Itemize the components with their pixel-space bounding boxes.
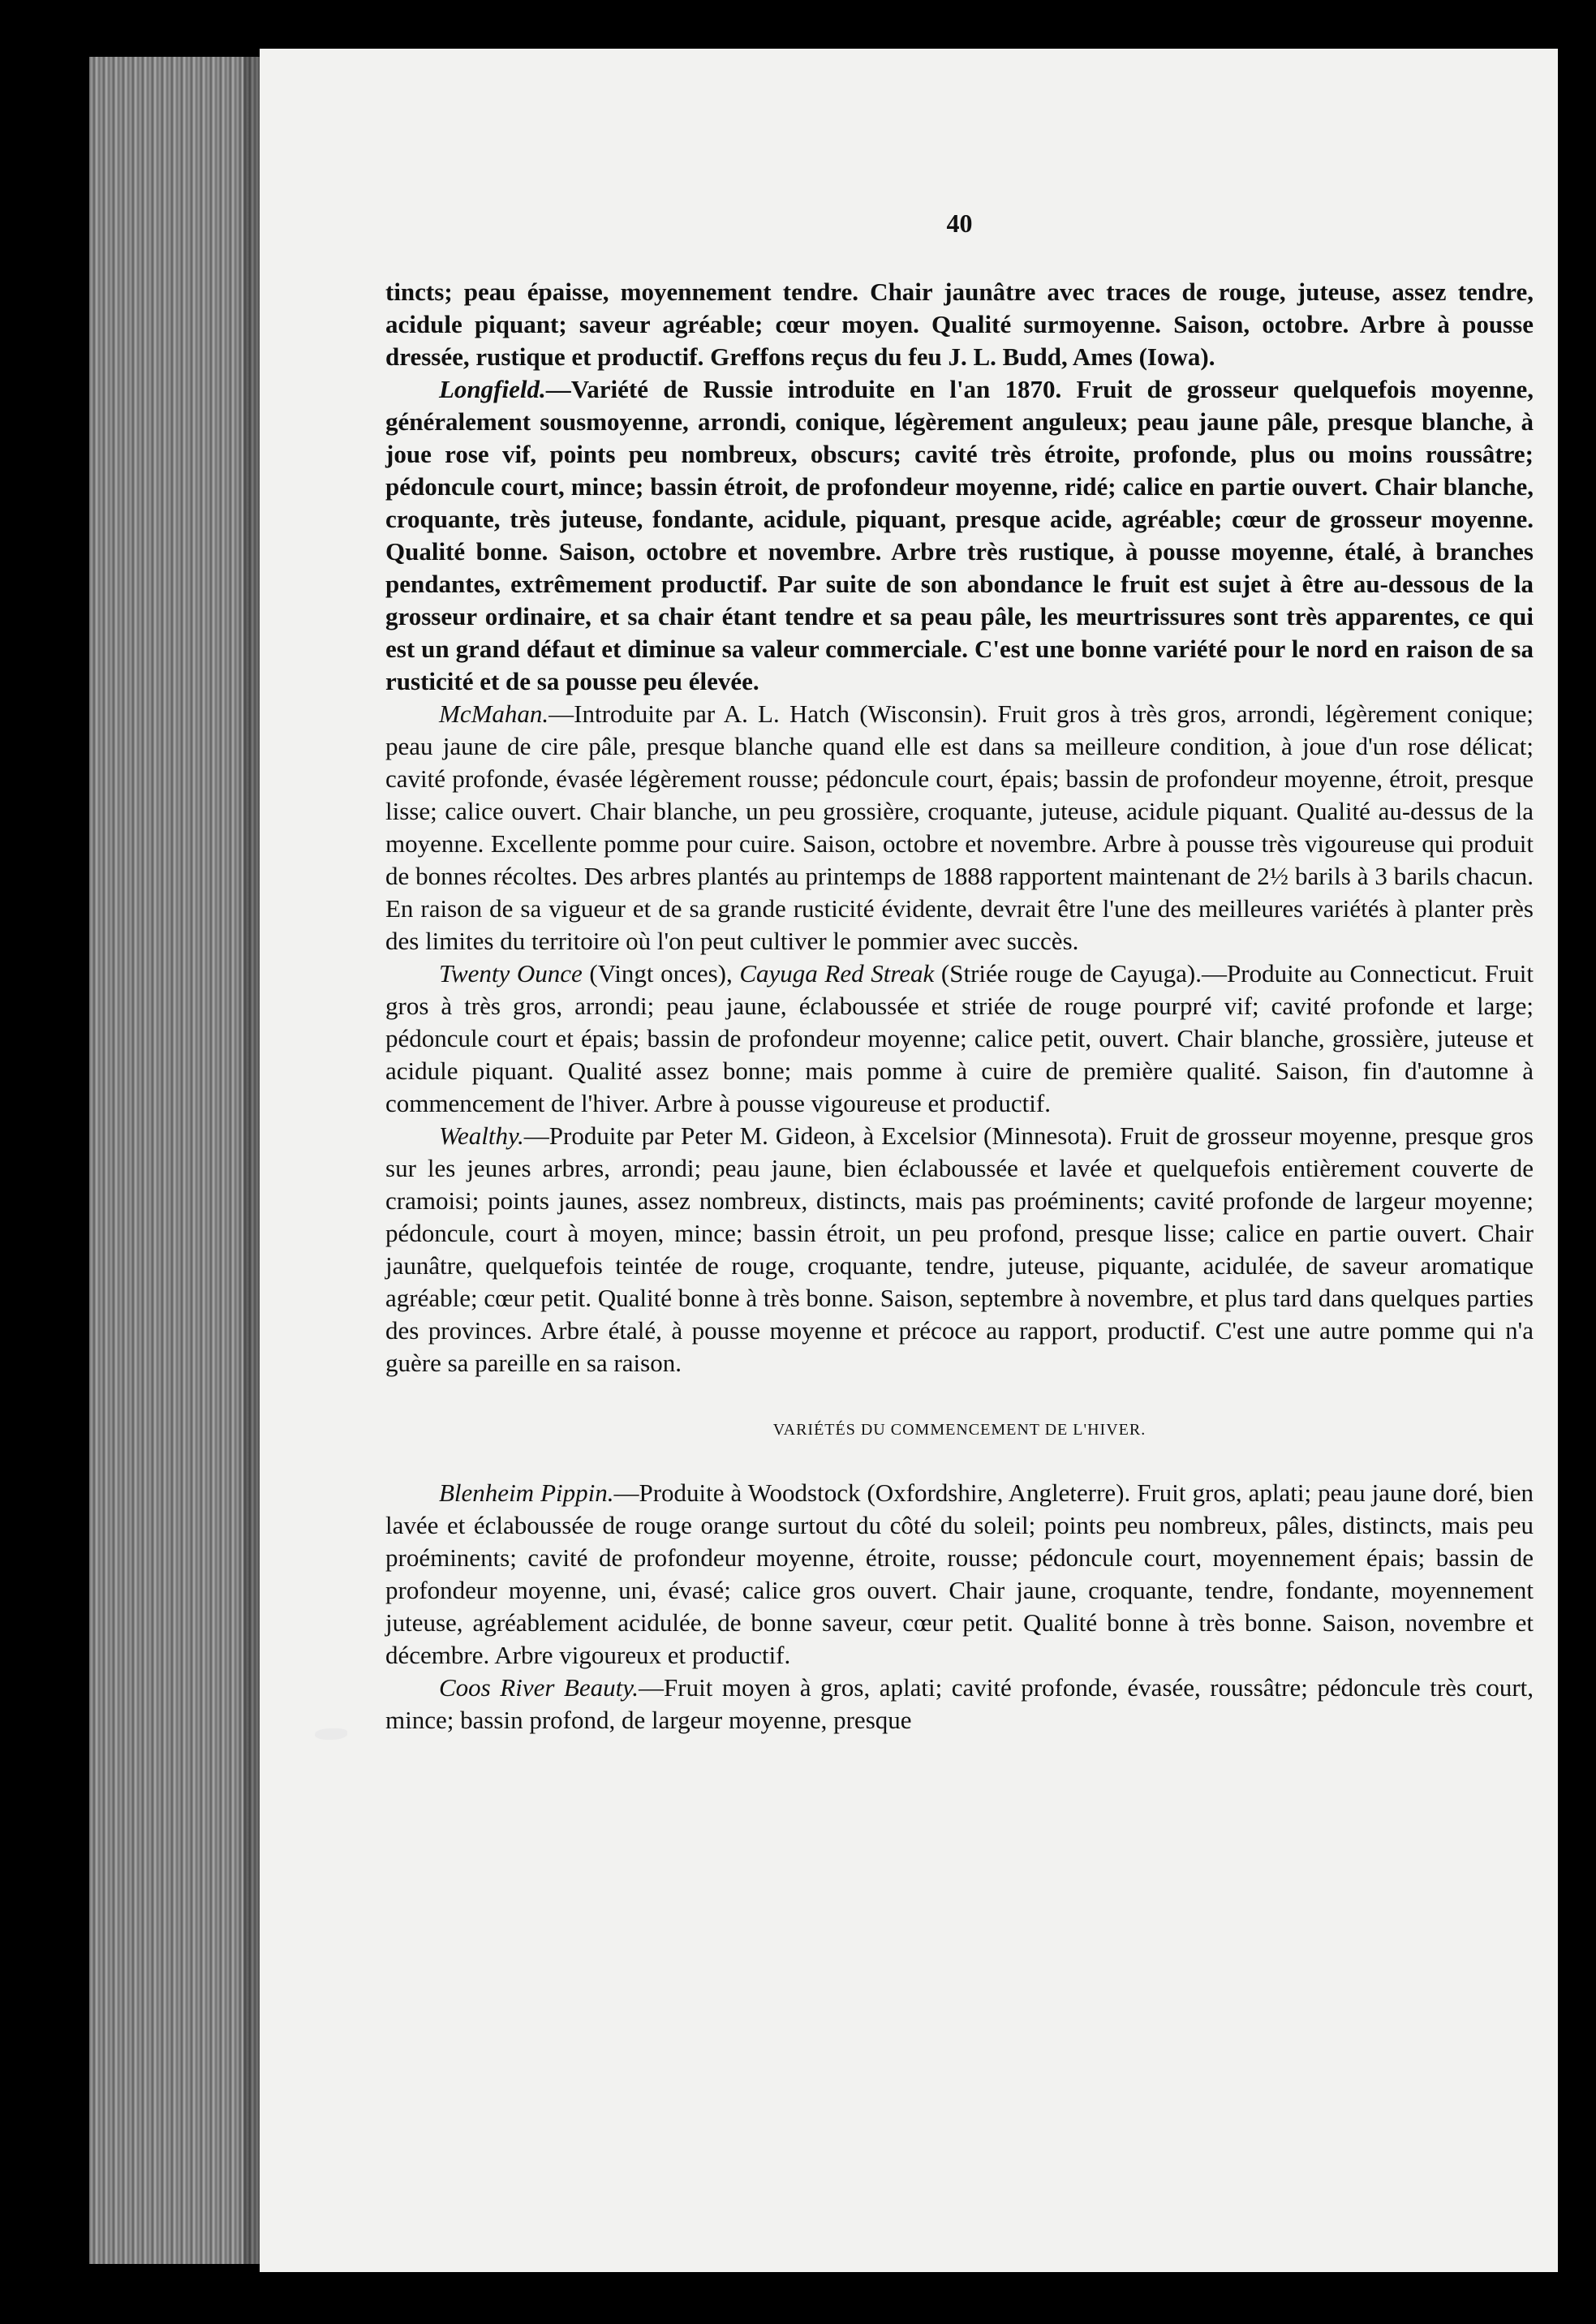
page-number: 40 — [946, 209, 973, 238]
paragraph-text: —Introduite par A. L. Hatch (Wisconsin). Fruit gros à très gros, arrondi, légèrement conique; peau jaune de cire pâle, presque blanche quand elle est dans sa meilleure condition, à joue d'un rose délicat; cavité profonde, évasée légèrement rousse; pédoncule court, épais; bassin de profondeur moyenne, étroit, presque lisse; calice ouvert. Chair blanche, un peu grossière, croquante, juteuse, acidule piquant. Qualité au-dessus de la moyenne. Excellente pomme pour cuire. Saison, octobre et novembre. Arbre à pousse très vigoureuse qui produit de bonnes récoltes. Des arbres plantés au printemps de 1888 rapportent maintenant de 2½ barils à 3 barils chacun. En raison de sa vigueur et de sa grande rusticité évidente, devrait être l'une des meilleures variétés à planter près des limites du territoire où l'on peut cultiver le pommier avec succès. — [385, 699, 1534, 955]
paragraph-wealthy — [385, 1120, 1534, 1379]
paragraph-text: —Variété de Russie introduite en l'an 1870. Fruit de grosseur quelquefois moyenne, généralement sousmoyenne, arrondi, conique, légèrement anguleux; peau jaune pâle, presque blanche, à joue rose vif, points peu nombreux, obscurs; cavité très étroite, profonde, plus ou moins roussâtre; pédoncule court, mince; bassin étroit, de profondeur moyenne, ridé; calice en partie ouvert. Chair blanche, croquante, très juteuse, fondante, acidule, piquant, presque acide, agréable; cœur de grosseur moyenne. Qualité bonne. Saison, octobre et novembre. Arbre très rustique, à pousse moyenne, étalé, à branches pendantes, extrêmement productif. Par suite de son abondance le fruit est sujet à être au-dessous de la grosseur ordinaire, et sa chair étant tendre et sa peau pâle, les meurtrissures sont très apparentes, ce qui est un grand défaut et diminue sa valeur commerciale. C'est une bonne variété pour le nord en raison de sa rusticité et de sa pousse peu élevée. — [385, 375, 1534, 695]
section-heading: VARIÉTÉS DU COMMENCEMENT DE L'HIVER. — [772, 1421, 1146, 1439]
paragraph-text: (Striée rouge de Cayuga).—Produite au Connecticut. Fruit gros à très gros, arrondi; peau jaune, éclaboussée et striée de rouge pourpré vif; cavité profonde et large; pédoncule court et épais; bassin de profondeur moyenne; calice petit, ouvert. Chair blanche, grossière, juteuse et acidule piquant. Qualité assez bonne; mais pomme à cuire de première qualité. Saison, fin d'automne à commencement de l'hiver. Arbre à pousse vigoureuse et productif. — [385, 959, 1534, 1117]
paper-speck — [315, 1728, 347, 1740]
page-sheet — [260, 49, 1558, 2272]
paragraph-continuation — [385, 276, 1534, 373]
paragraph-text: tincts; peau épaisse, moyennement tendre. Chair jaunâtre avec traces de rouge, juteuse, assez tendre, acidule piquant; saveur agréable; cœur moyen. Qualité surmoyenne. Saison, octobre. Arbre à pousse dressée, rustique et productif. Greffons reçus du feu J. L. Budd, Ames (Iowa). — [385, 278, 1534, 371]
paragraph-twenty-ounce — [385, 958, 1534, 1120]
paragraph-text: —Fruit moyen à gros, aplati; cavité profonde, évasée, roussâtre; pédoncule très court, mince; bassin profond, de largeur moyenne, presque — [385, 1673, 1534, 1734]
paragraph-coos-river-beauty — [385, 1672, 1534, 1737]
variety-name: Coos River Beauty. — [439, 1673, 639, 1702]
paragraph-blenheim-pippin — [385, 1477, 1534, 1672]
paragraph-mcmahan — [385, 698, 1534, 958]
variety-name: Wealthy. — [439, 1121, 524, 1150]
paragraph-text: —Produite à Woodstock (Oxfordshire, Angleterre). Fruit gros, aplati; peau jaune doré, bien lavée et éclaboussée de rouge orange surtout du côté du soleil; points peu nombreux, pâles, distincts, mais peu proéminents; cavité de profondeur moyenne, étroite, rousse; pédoncule court, moyennement épais; bassin de profondeur moyenne, uni, évasé; calice gros ouvert. Chair jaune, croquante, tendre, fondante, moyennement juteuse, agréablement acidulée, de bonne saveur, cœur petit. Qualité bonne à très bonne. Saison, novembre et décembre. Arbre vigoureux et productif. — [385, 1478, 1534, 1669]
variety-name: Blenheim Pippin. — [439, 1478, 614, 1507]
paragraph-longfield — [385, 373, 1534, 698]
variety-name: Longfield. — [439, 375, 546, 403]
variety-name: McMahan. — [439, 699, 549, 728]
variety-name: Twenty Ounce — [439, 959, 583, 988]
variety-alt-name: Cayuga Red Streak — [739, 959, 935, 988]
alt-name-connector: (Vingt onces), — [582, 959, 740, 988]
paragraph-text: —Produite par Peter M. Gideon, à Excelsior (Minnesota). Fruit de grosseur moyenne, presque gros sur les jeunes arbres, arrondi; peau jaune, bien éclaboussée et lavée et quelquefois entièrement couverte de cramoisi; points jaunes, assez nombreux, distincts, mais pas proéminents; cavité profonde de largeur moyenne; pédoncule, court à moyen, mince; bassin étroit, un peu profond, presque lisse; calice en partie ouvert. Chair jaunâtre, quelquefois teintée de rouge, croquante, tendre, juteuse, piquante, acidulée, de saveur aromatique agréable; cœur petit. Qualité bonne à très bonne. Saison, septembre à novembre, et plus tard dans quelques parties des provinces. Arbre étalé, à pousse moyenne et précoce au rapport, productif. C'est une autre pomme qui n'a guère sa pareille en sa raison. — [385, 1121, 1534, 1377]
page-content — [385, 207, 1534, 1737]
